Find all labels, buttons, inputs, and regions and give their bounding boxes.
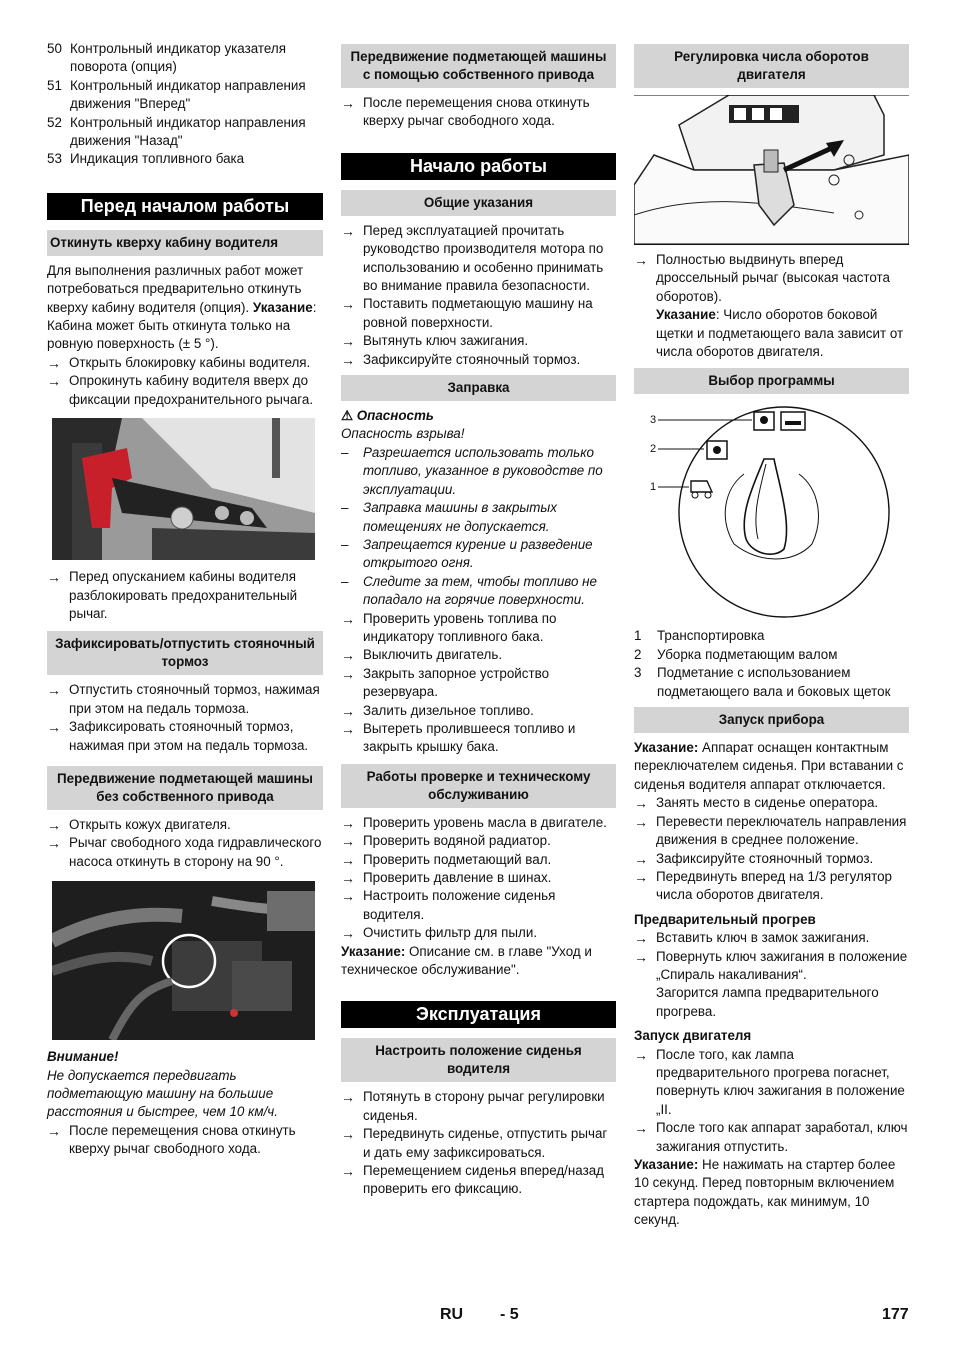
- column-1: [47, 40, 323, 1159]
- subheading-move-without-drive: Передвижение подметающей машины без собственного привода: [47, 766, 323, 810]
- arrow-icon: →: [341, 95, 355, 111]
- maintenance-note: Указание: Описание см. в главе "Уход и техническое обслуживание".: [341, 943, 592, 978]
- list-item: 52 Контрольный индикатор направления движения "Назад": [47, 114, 306, 149]
- arrow-icon: →: [47, 682, 61, 699]
- seat-list: [341, 1088, 616, 1198]
- arrow-icon: →: [341, 814, 355, 831]
- list-item: → Опрокинуть кабину водителя вверх до фиксации предохранительного рычага.: [47, 372, 323, 409]
- list-item: → Залить дизельное топливо.: [341, 702, 534, 719]
- arrow-icon: →: [341, 1126, 355, 1143]
- arrow-icon: →: [341, 222, 355, 239]
- arrow-icon: →: [341, 870, 355, 886]
- preheat-continuation: Загорится лампа предварительного прогрева.: [656, 985, 879, 1019]
- arrow-icon: →: [341, 647, 355, 664]
- list-item: → Полностью выдвинуть вперед дроссельный рычаг (высокая частота оборотов).: [634, 251, 909, 306]
- footer-local-page: - 5: [500, 1306, 519, 1323]
- arrow-icon: →: [341, 888, 355, 905]
- indicator-list: [47, 40, 323, 169]
- list-item: → Закрыть запорное устройство резервуара.: [341, 665, 616, 702]
- subheading-parking-brake: Зафиксировать/отпустить стояночный тормоз: [47, 631, 323, 675]
- arrow-icon: →: [634, 1046, 648, 1063]
- list-item: – Заправка машины в закрытых помещениях не допускается.: [341, 500, 557, 534]
- program-list: [634, 627, 909, 701]
- list-item: → Зафиксируйте стояночный тормоз.: [634, 850, 874, 867]
- list-item: 2 Уборка подметающим валом: [634, 646, 838, 662]
- arrow-icon: →: [47, 373, 61, 390]
- list-item: → Проверить уровень масла в двигателе.: [341, 814, 607, 831]
- subheading-engine-speed: Регулировка числа оборотов двигателя: [634, 44, 909, 88]
- arrow-icon: →: [341, 351, 355, 368]
- list-item: → Перевести переключатель направления движения в среднее положение.: [634, 813, 909, 850]
- program-selector-drawing: [634, 404, 909, 624]
- list-item: → Рычаг свободного хода гидравлического насоса откинуть в сторону на 90 °.: [47, 834, 323, 871]
- list-item: → После того как аппарат заработал, ключ зажигания отпустить.: [634, 1119, 909, 1156]
- paragraph: Для выполнения различных работ может потребоваться предварительно откинуть кверху кабину водителя (опция). Указание: Кабина может быть откинута только на ровную поверхность (± 5 °).: [47, 262, 317, 352]
- subheading-maintenance: Работы проверке и техническому обслуживанию: [341, 764, 616, 808]
- list-item: → Проверить давление в шинах.: [341, 870, 552, 886]
- arrow-icon: →: [341, 702, 355, 719]
- list-item: → Повернуть ключ зажигания в положение „Спираль накаливания“.: [634, 948, 909, 985]
- list-item: – Разрешается использовать только топливо, указанное в руководстве по эксплуатации.: [341, 444, 603, 497]
- arrow-icon: →: [47, 569, 61, 586]
- list-item: → Открыть кожух двигателя.: [47, 816, 231, 833]
- list-item: → Потянуть в сторону рычаг регулировки сиденья.: [341, 1088, 616, 1125]
- arrow-icon: →: [634, 795, 648, 812]
- list-item: → Передвинуть сиденье, отпустить рычаг и дать ему зафиксироваться.: [341, 1125, 616, 1162]
- arrow-icon: →: [341, 925, 355, 942]
- list-item: → Зафиксировать стояночный тормоз, нажимая при этом на педаль тормоза.: [47, 718, 323, 755]
- section-heading-start: Начало работы: [341, 153, 616, 180]
- warning-title: Внимание!: [47, 1049, 119, 1065]
- list-item: → Перед опусканием кабины водителя разблокировать предохранительный рычаг.: [47, 568, 323, 623]
- list-item: → Проверить уровень топлива по индикатору топливного бака.: [341, 610, 616, 647]
- warning-icon: ⚠: [341, 408, 354, 424]
- column-3: [634, 40, 909, 1230]
- arrow-icon: →: [634, 930, 648, 947]
- list-item: 50 Контрольный индикатор указателя поворота (опция): [47, 41, 286, 75]
- arrow-icon: →: [341, 1163, 355, 1180]
- section-heading-before-start: Перед началом работы: [47, 193, 323, 220]
- subheading-refuel: Заправка: [341, 375, 616, 401]
- arrow-icon: →: [634, 868, 648, 885]
- list-item: → Отпустить стояночный тормоз, нажимая при этом на педаль тормоза.: [47, 681, 323, 718]
- list-item: → Открыть блокировку кабины водителя.: [47, 354, 311, 371]
- arrow-icon: →: [341, 610, 355, 627]
- warning-text: Не допускается передвигать подметающую машину на большие расстояния и быстрее, чем 10 км/ч.: [47, 1067, 278, 1120]
- arrow-icon: →: [341, 665, 355, 682]
- section-heading-operation: Эксплуатация: [341, 1001, 616, 1028]
- throttle-lever-drawing: [634, 95, 909, 245]
- arrow-icon: →: [47, 1122, 61, 1139]
- danger-title: ⚠ Опасность: [341, 408, 434, 424]
- arrow-icon: →: [341, 333, 355, 350]
- subheading-general: Общие указания: [341, 190, 616, 216]
- column-2: [341, 40, 616, 1199]
- list-item: → Вставить ключ в замок зажигания.: [634, 930, 870, 947]
- arrow-icon: →: [634, 252, 648, 268]
- fuel-list: [341, 610, 616, 757]
- subheading-tilt-cabin: Откинуть кверху кабину водителя: [47, 230, 323, 256]
- arrow-icon: →: [634, 948, 648, 965]
- list-item: → После перемещения снова откинуть кверху рычаг свободного хода.: [341, 94, 616, 131]
- list-item: 53 Индикация топливного бака: [47, 151, 245, 167]
- footer-page-number: 177: [882, 1306, 909, 1323]
- list-item: → Выключить двигатель.: [341, 647, 503, 664]
- list-item: → Вытянуть ключ зажигания.: [341, 333, 529, 350]
- danger-list: [341, 444, 616, 610]
- rpm-note: Указание: Число оборотов боковой щетки и подметающего вала зависит от числа оборотов двигателя.: [656, 307, 904, 360]
- cabin-lock-photo: [52, 418, 315, 560]
- arrow-icon: →: [634, 1120, 648, 1137]
- list-item: → Настроить положение сиденья водителя.: [341, 887, 616, 924]
- arrow-icon: →: [341, 296, 355, 313]
- subheading-startup: Запуск прибора: [634, 707, 909, 733]
- list-item: → После того, как лампа предварительного прогрева погаснет, повернуть ключ зажигания в положение „II.: [634, 1046, 909, 1120]
- list-item: – Запрещается курение и разведение открытого огня.: [341, 536, 593, 571]
- subheading-program-select: Выбор программы: [634, 368, 909, 394]
- danger-text: Опасность взрыва!: [341, 426, 465, 442]
- startup-note: Указание: Аппарат оснащен контактным переключателем сиденья. При вставании с сиденья водителя аппарат отключается.: [634, 740, 904, 792]
- arrow-icon: →: [47, 719, 61, 736]
- subheading-move-with-drive: Передвижение подметающей машины с помощью собственного привода: [341, 44, 616, 88]
- arrow-icon: →: [341, 851, 355, 868]
- list-item: 51 Контрольный индикатор направления движения "Вперед": [47, 77, 306, 112]
- callout-3: 3: [650, 414, 657, 427]
- list-item: 1 Транспортировка: [634, 628, 765, 644]
- preheat-title: Предварительный прогрев: [634, 911, 816, 927]
- arrow-icon: →: [341, 1089, 355, 1106]
- list-item: → Перед эксплуатацией прочитать руководство производителя мотора по использованию и особенно принимать во внимание правила безопасности.: [341, 222, 616, 296]
- starter-note: Указание: Не нажимать на стартер более 10 секунд. Перед повторным включением стартера подождать, как минимум, 10 секунд.: [634, 1157, 896, 1228]
- subheading-seat: Настроить положение сиденья водителя: [341, 1038, 616, 1082]
- list-item: 3 Подметание с использованием подметающего вала и боковых щеток: [634, 665, 891, 699]
- list-item: → Занять место в сиденье оператора.: [634, 795, 879, 812]
- arrow-icon: →: [47, 835, 61, 852]
- general-list: [341, 222, 616, 369]
- footer-language: RU: [440, 1306, 464, 1323]
- callout-2: 2: [650, 443, 657, 456]
- arrow-icon: →: [634, 850, 648, 867]
- callout-1: 1: [650, 481, 657, 494]
- list-item: → Перемещением сиденья вперед/назад проверить его фиксацию.: [341, 1162, 616, 1199]
- arrow-icon: →: [634, 813, 648, 830]
- list-item: → Проверить подметающий вал.: [341, 851, 552, 868]
- list-item: → Зафиксируйте стояночный тормоз.: [341, 351, 581, 368]
- arrow-icon: →: [47, 816, 61, 833]
- startup-list: [634, 794, 909, 904]
- list-item: → Проверить водяной радиатор.: [341, 833, 551, 850]
- hydraulic-pump-photo: [52, 881, 315, 1040]
- list-item: → После перемещения снова откинуть кверху рычаг свободного хода.: [47, 1122, 323, 1159]
- arrow-icon: →: [341, 833, 355, 850]
- arrow-icon: →: [341, 720, 355, 737]
- list-item: → Вытереть пролившееся топливо и закрыть крышку бака.: [341, 720, 616, 757]
- list-item: → Передвинуть вперед на 1/3 регулятор числа оборотов двигателя.: [634, 868, 909, 905]
- maintenance-list: [341, 814, 616, 943]
- engine-start-title: Запуск двигателя: [634, 1028, 752, 1044]
- arrow-icon: →: [47, 354, 61, 371]
- list-item: → Поставить подметающую машину на ровной поверхности.: [341, 295, 616, 332]
- list-item: → Очистить фильтр для пыли.: [341, 925, 538, 942]
- list-item: – Следите за тем, чтобы топливо не попадало на горячие поверхности.: [341, 573, 597, 608]
